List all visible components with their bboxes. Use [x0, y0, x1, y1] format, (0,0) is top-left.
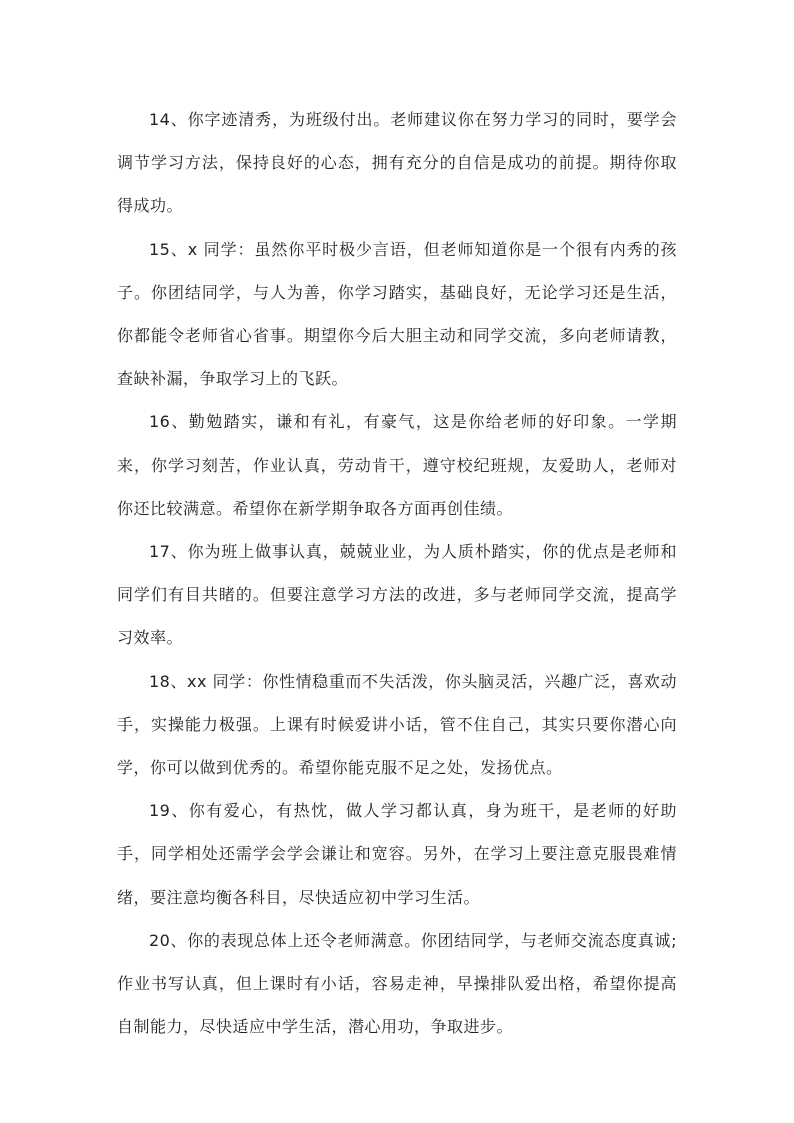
- comment-paragraph-17: 17、你为班上做事认真，兢兢业业，为人质朴踏实，你的优点是老师和同学们有目共睹的。但要注意学习方法的改进，多与老师同学交流，提高学习效率。: [117, 542, 677, 648]
- comment-paragraph-16: 16、勤勉踏实，谦和有礼，有豪气，这是你给老师的好印象。一学期来，你学习刻苦，作业认真，劳动肯干，遵守校纪班规，友爱助人，老师对你还比较满意。希望你在新学期争取各方面再创佳绩。: [117, 412, 677, 518]
- comment-paragraph-18: 18、xx 同学：你性情稳重而不失活泼，你头脑灵活，兴趣广泛，喜欢动手，实操能力极强。上课有时候爱讲小话，管不住自己，其实只要你潜心向学，你可以做到优秀的。希望你能克服不足之处，发扬优点。: [117, 671, 677, 778]
- document-body: [117, 98, 677, 1048]
- comment-paragraph-20: 20、你的表现总体上还令老师满意。你团结同学，与老师交流态度真诚;作业书写认真，但上课时有小话，容易走神，早操排队爱出格，希望你提高自制能力，尽快适应中学生活，潜心用功，争取进步。: [117, 930, 677, 1037]
- comment-paragraph-19: 19、你有爱心，有热忱，做人学习都认真，身为班干，是老师的好助手，同学相处还需学会学会谦让和宽容。另外，在学习上要注意克服畏难情绪，要注意均衡各科目，尽快适应初中学习生活。: [117, 801, 677, 907]
- comment-paragraph-15: 15、x 同学：虽然你平时极少言语，但老师知道你是一个很有内秀的孩子。你团结同学，与人为善，你学习踏实，基础良好，无论学习还是生活，你都能令老师省心省事。期望你今后大胆主动和同学交流，多向老师请教，查缺补漏，争取学习上的飞跃。: [117, 239, 677, 389]
- comment-paragraph-14: 14、你字迹清秀，为班级付出。老师建议你在努力学习的同时，要学会调节学习方法，保持良好的心态，拥有充分的自信是成功的前提。期待你取得成功。: [117, 110, 677, 216]
